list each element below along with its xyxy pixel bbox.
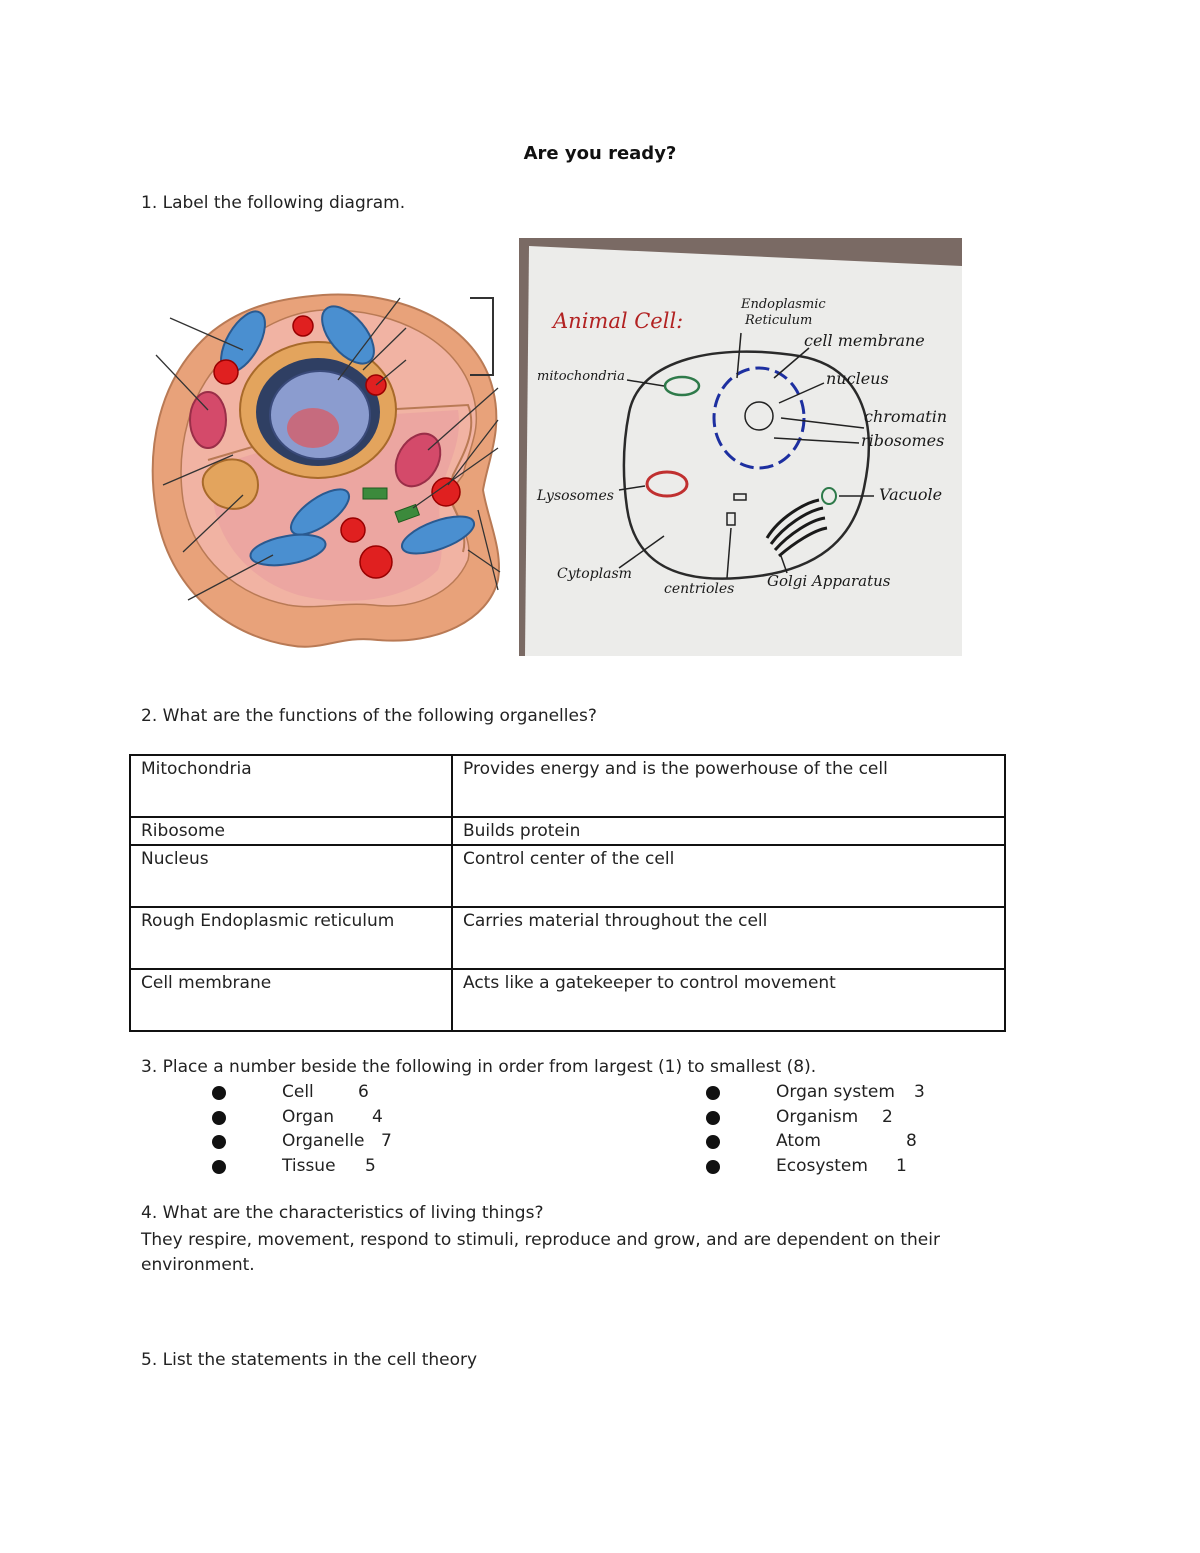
- photo-label-vacuole: Vacuole: [879, 485, 943, 504]
- question-3: 3. Place a number beside the following in order from largest (1) to smallest (8).: [141, 1057, 817, 1077]
- bullet-icon: [706, 1135, 720, 1149]
- bullet-icon: [706, 1111, 720, 1125]
- photo-heading: Animal Cell:: [553, 309, 684, 333]
- table-row: [130, 817, 1005, 845]
- photo-label-reticulum: Reticulum: [745, 313, 813, 328]
- table-row: [130, 845, 1005, 907]
- photo-label-lysosomes: Lysosomes: [537, 488, 614, 504]
- organelle-function: Builds protein: [452, 817, 1005, 845]
- organelle-name: Mitochondria: [130, 755, 452, 817]
- animal-cell-diagram: [148, 290, 510, 652]
- rank-number: 5: [365, 1155, 376, 1176]
- rank-number: 4: [372, 1106, 383, 1127]
- photo-label-endoplasmic: Endoplasmic: [741, 297, 826, 312]
- organelle-functions-table: [129, 754, 1006, 1032]
- hand-drawn-cell-photo: [519, 238, 962, 656]
- photo-label-centrioles: centrioles: [664, 581, 735, 597]
- question-4: 4. What are the characteristics of living things?: [141, 1203, 544, 1223]
- table-row: [130, 969, 1005, 1031]
- organelle-function: Control center of the cell: [452, 845, 1005, 907]
- rank-number: 6: [358, 1082, 369, 1102]
- organelle-name: Nucleus: [130, 845, 452, 907]
- rank-item: Organ system: [776, 1082, 895, 1102]
- bullet-icon: [212, 1135, 226, 1149]
- organelle-name: Cell membrane: [130, 969, 452, 1031]
- photo-label-cell-membrane: cell membrane: [804, 331, 925, 350]
- organelle-function: Carries material throughout the cell: [452, 907, 1005, 969]
- rank-item: Organ: [282, 1106, 335, 1127]
- organelle-name: Ribosome: [130, 817, 452, 845]
- bullet-icon: [212, 1111, 226, 1125]
- question-5: 5. List the statements in the cell theory: [141, 1350, 478, 1370]
- bullet-icon: [212, 1160, 226, 1174]
- bullet-icon: [706, 1160, 720, 1174]
- question-4-answer: They respire, movement, respond to stimuli, reproduce and grow, and are dependent on their environment.: [141, 1230, 940, 1275]
- rank-number: 1: [896, 1155, 907, 1176]
- photo-label-golgi: Golgi Apparatus: [767, 572, 891, 590]
- question-1: 1. Label the following diagram.: [141, 193, 406, 213]
- rank-number: 7: [381, 1131, 392, 1151]
- question-2: 2. What are the functions of the following organelles?: [141, 706, 597, 726]
- rank-item: Organelle: [282, 1131, 365, 1151]
- organelle-function: Provides energy and is the powerhouse of the cell: [452, 755, 1005, 817]
- rank-item: Organism: [776, 1106, 859, 1127]
- organelle-function: Acts like a gatekeeper to control movement: [452, 969, 1005, 1031]
- bullet-icon: [212, 1086, 226, 1100]
- photo-label-ribosomes: ribosomes: [861, 431, 945, 450]
- bullet-icon: [706, 1086, 720, 1100]
- photo-label-chromatin: chromatin: [864, 407, 948, 426]
- photo-label-nucleus: nucleus: [826, 369, 889, 388]
- table-row: [130, 907, 1005, 969]
- rank-number: 8: [906, 1131, 917, 1151]
- photo-label-mitochondria: mitochondria: [537, 369, 625, 384]
- photo-label-cytoplasm: Cytoplasm: [557, 566, 632, 582]
- rank-item: Ecosystem: [776, 1155, 868, 1176]
- table-row: [130, 755, 1005, 817]
- rank-number: 3: [914, 1082, 925, 1102]
- rank-number: 2: [882, 1106, 893, 1127]
- rank-item: Tissue: [282, 1155, 336, 1176]
- organelle-name: Rough Endoplasmic reticulum: [130, 907, 452, 969]
- rank-item: Cell: [282, 1082, 314, 1102]
- rank-item: Atom: [776, 1131, 821, 1151]
- page-title: Are you ready?: [523, 143, 677, 164]
